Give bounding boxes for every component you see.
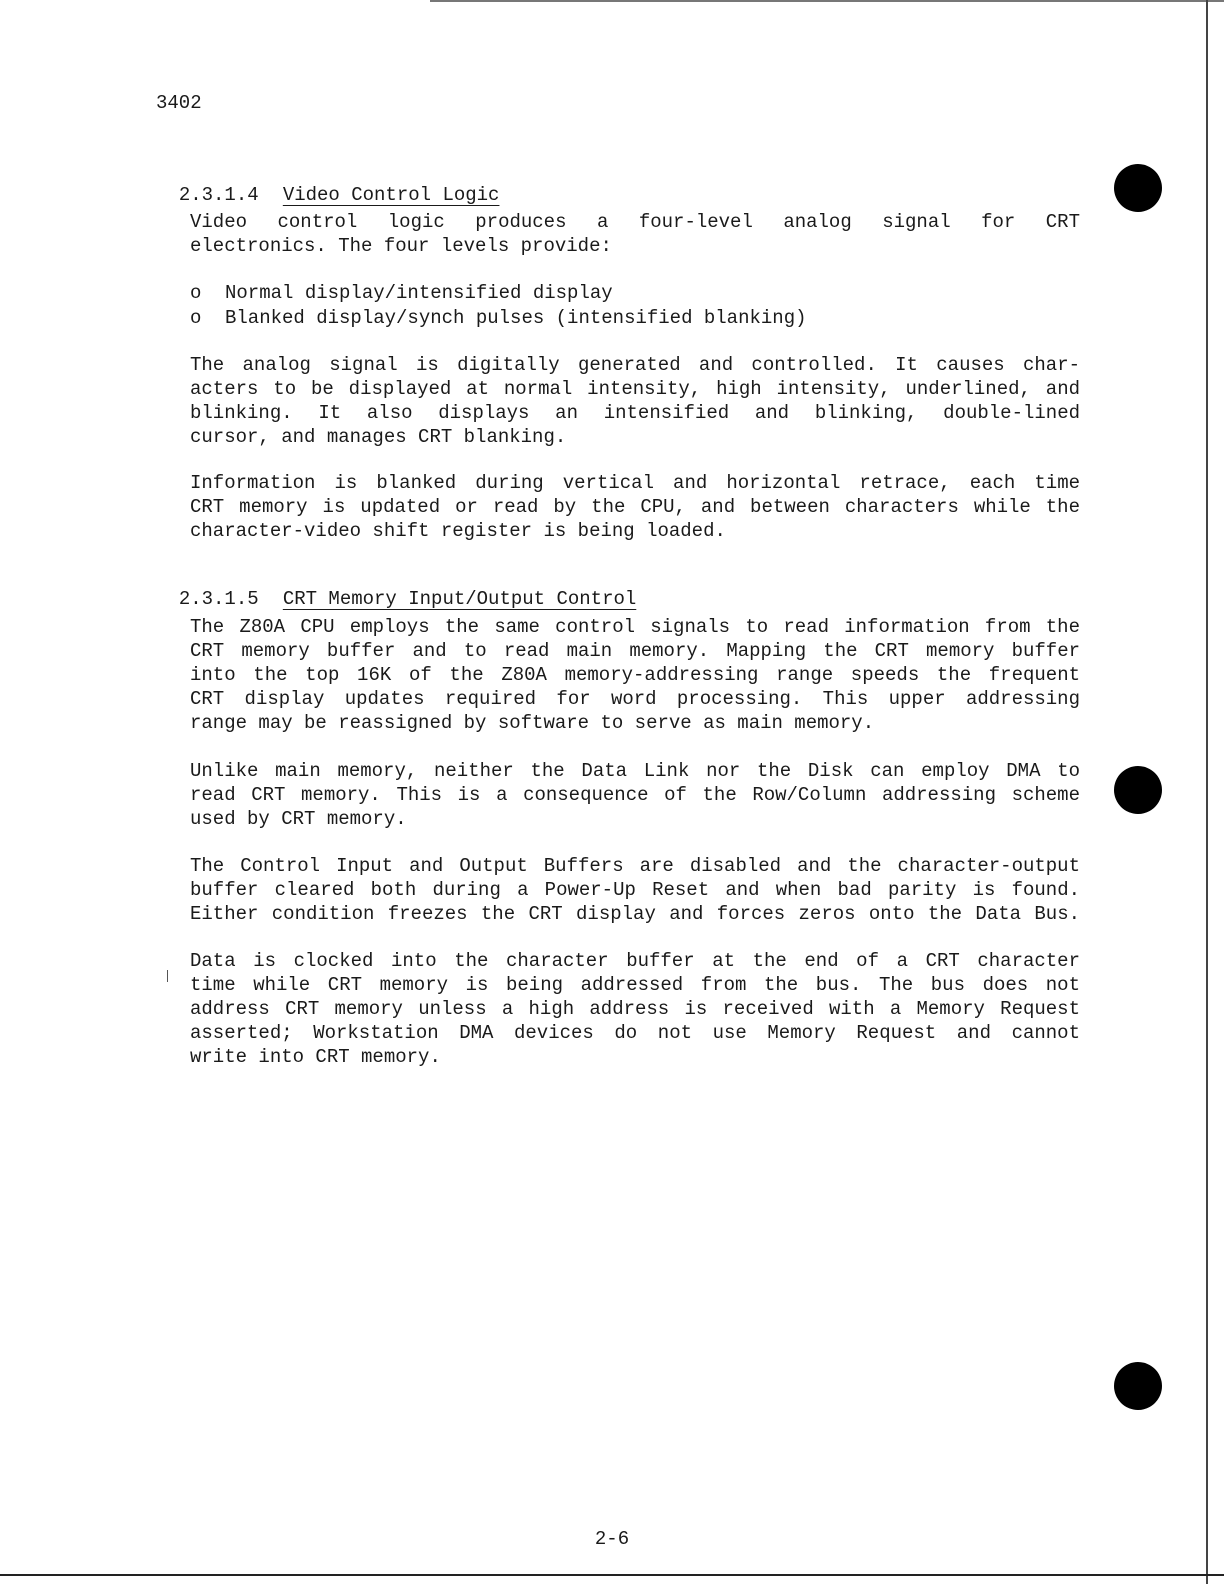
bottom-edge-rule bbox=[0, 1574, 1224, 1576]
paragraph-line: asserted; Workstation DMA devices do not use Memory Request and cannot bbox=[190, 1022, 1080, 1044]
list-item bbox=[190, 306, 807, 331]
paragraph-line: The Z80A CPU employs the same control signals to read information from the bbox=[190, 616, 1080, 638]
bullet-mark: o bbox=[190, 282, 202, 304]
paragraph-line: Video control logic produces a four-level analog signal for CRT bbox=[190, 211, 1080, 233]
section-number: 2.3.1.4 bbox=[178, 184, 259, 206]
paragraph-line: character-video shift register is being loaded. bbox=[190, 520, 726, 542]
section-heading-video-control bbox=[156, 162, 499, 206]
paragraph-line: into the top 16K of the Z80A memory-addressing range speeds the frequent bbox=[190, 664, 1080, 686]
paragraph-line: Unlike main memory, neither the Data Link nor the Disk can employ DMA to bbox=[190, 760, 1080, 782]
page-number: 2-6 bbox=[594, 1528, 630, 1550]
paragraph-line: buffer cleared both during a Power-Up Reset and when bad parity is found. bbox=[190, 879, 1080, 901]
list-item bbox=[190, 281, 807, 306]
paragraph-line: range may be reassigned by software to serve as main memory. bbox=[190, 712, 875, 734]
punch-hole-middle bbox=[1114, 766, 1162, 814]
paragraph-line: write into CRT memory. bbox=[190, 1046, 441, 1068]
top-edge-rule bbox=[430, 0, 1224, 2]
paragraph-dma bbox=[190, 759, 1080, 831]
paragraph-blanking bbox=[190, 471, 1080, 543]
bullet-mark: o bbox=[190, 307, 202, 329]
paragraph-line: acters to be displayed at normal intensity, high intensity, underlined, and bbox=[190, 378, 1080, 400]
paragraph-line: address CRT memory unless a high address is received with a Memory Request bbox=[190, 998, 1080, 1020]
section-heading-crt-memory bbox=[156, 566, 636, 610]
paragraph-line: Information is blanked during vertical and horizontal retrace, each time bbox=[190, 472, 1080, 494]
paragraph-line: read CRT memory. This is a consequence of the Row/Column addressing scheme bbox=[190, 784, 1080, 806]
document-number: 3402 bbox=[156, 92, 202, 114]
section-title: CRT Memory Input/Output Control bbox=[282, 588, 637, 610]
bullet-list-levels bbox=[190, 281, 807, 331]
paragraph-line: Data is clocked into the character buffer at the end of a CRT character bbox=[190, 950, 1080, 972]
paragraph-line: used by CRT memory. bbox=[190, 808, 407, 830]
paragraph-analog-signal bbox=[190, 353, 1080, 449]
paragraph-buffers bbox=[190, 854, 1080, 926]
paragraph-z80a bbox=[190, 615, 1080, 735]
list-item-text: Normal display/intensified display bbox=[225, 282, 613, 304]
paragraph-line: electronics. The four levels provide: bbox=[190, 235, 612, 257]
punch-hole-bottom bbox=[1114, 1362, 1162, 1410]
paragraph-video-intro bbox=[190, 210, 1080, 258]
change-bar-mark bbox=[167, 970, 168, 982]
paragraph-line: cursor, and manages CRT blanking. bbox=[190, 426, 567, 448]
section-number: 2.3.1.5 bbox=[178, 588, 259, 610]
right-edge-rule bbox=[1206, 0, 1208, 1584]
paragraph-line: The Control Input and Output Buffers are disabled and the character-output bbox=[190, 855, 1080, 877]
paragraph-line: Either condition freezes the CRT display and forces zeros onto the Data Bus. bbox=[190, 903, 1080, 925]
paragraph-line: CRT memory buffer and to read main memory. Mapping the CRT memory buffer bbox=[190, 640, 1080, 662]
paragraph-clocking bbox=[190, 949, 1080, 1069]
paragraph-line: blinking. It also displays an intensified and blinking, double-lined bbox=[190, 402, 1080, 424]
paragraph-line: time while CRT memory is being addressed from the bus. The bus does not bbox=[190, 974, 1080, 996]
paragraph-line: CRT display updates required for word processing. This upper addressing bbox=[190, 688, 1080, 710]
paragraph-line: The analog signal is digitally generated and controlled. It causes char- bbox=[190, 354, 1080, 376]
punch-hole-top bbox=[1114, 164, 1162, 212]
list-item-text: Blanked display/synch pulses (intensified blanking) bbox=[225, 307, 807, 329]
paragraph-line: CRT memory is updated or read by the CPU, and between characters while the bbox=[190, 496, 1080, 518]
section-title: Video Control Logic bbox=[282, 184, 500, 206]
